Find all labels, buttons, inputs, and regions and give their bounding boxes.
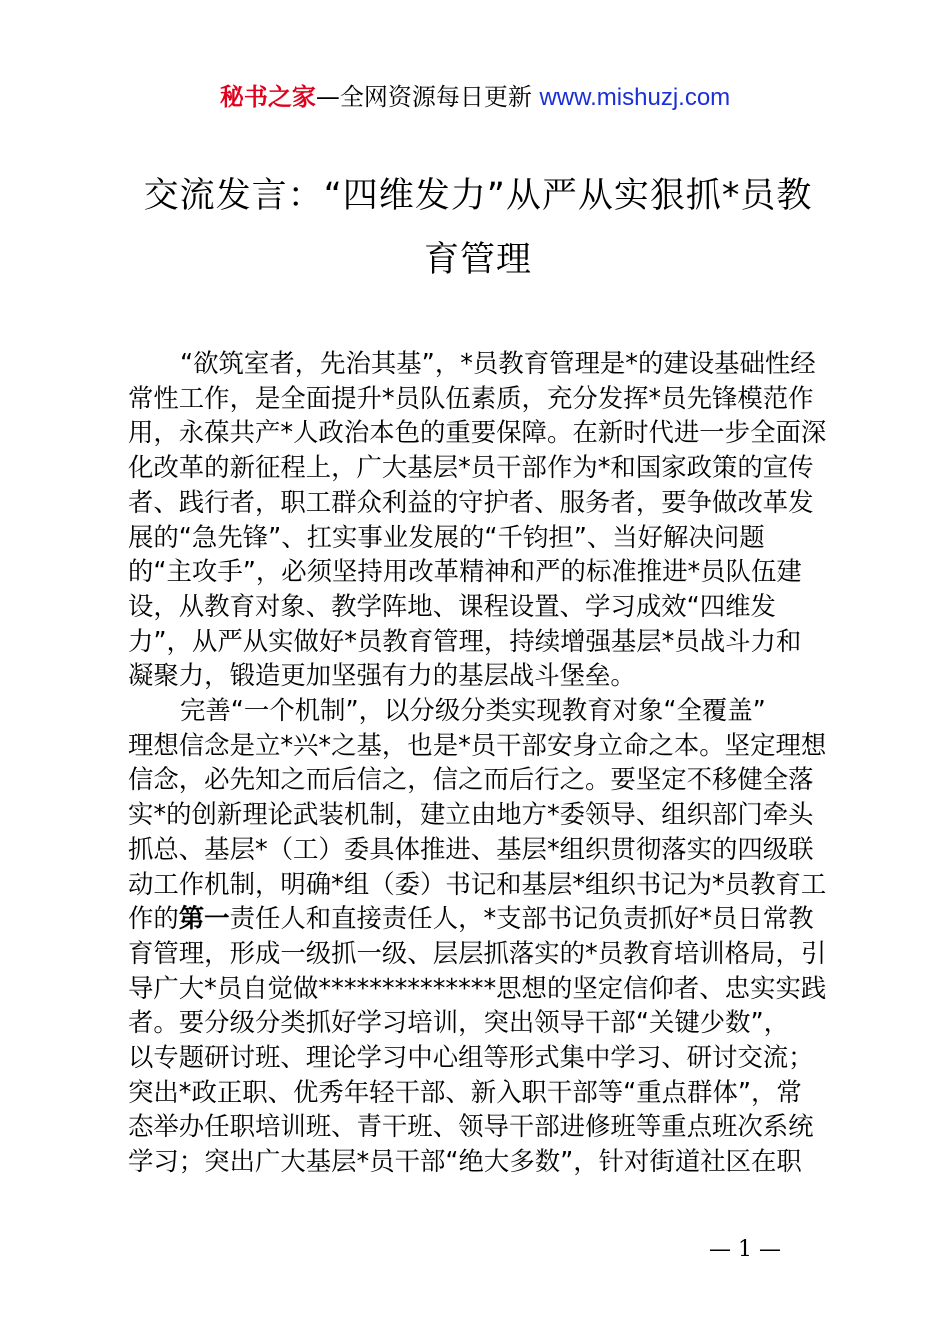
body-line: 常性工作，是全面提升*员队伍素质，充分发挥*员先锋模范作 (128, 382, 814, 413)
section-heading-line: 完善“一个机制”，以分级分类实现教育对象“全覆盖” (180, 695, 766, 726)
body-line: 学习；突出广大基层*员干部“绝大多数”，针对街道社区在职 (128, 1146, 802, 1177)
body-text-run: 责任人和直接责任人，*支部书记负责抓好*员日常教 (229, 903, 814, 934)
body-line: 育管理，形成一级抓一级、层层抓落实的*员教育培训格局，引 (128, 937, 827, 968)
body-line: 用，永葆共产*人政治本色的重要保障。在新时代进一步全面深 (128, 417, 827, 448)
document-body (128, 346, 832, 1179)
body-line: 抓总、基层*（工）委具体推进、基层*组织贯彻落实的四级联 (128, 833, 814, 864)
body-line: 展的“急先锋”、扛实事业发展的“千钧担”、当好解决问题 (128, 521, 765, 552)
body-line: 化改革的新征程上，广大基层*员干部作为*和国家政策的宣传 (128, 452, 814, 483)
body-line: 导广大*员自觉做**************思想的坚定信仰者、忠实实践 (128, 972, 827, 1003)
body-line: 凝聚力，锻造更加坚强有力的基层战斗堡垒。 (128, 660, 636, 691)
title-line-1: 交流发言：“四维发力”从严从实狠抓*员教 (143, 176, 813, 216)
body-line: 理想信念是立*兴*之基，也是*员干部安身立命之本。坚定理想 (128, 729, 827, 760)
body-line: 力”，从严从实做好*员教育管理，持续增强基层*员战斗力和 (128, 625, 802, 656)
body-line: 者、践行者，职工群众利益的守护者、服务者，要争做改革发 (128, 486, 814, 517)
title-line-2: 育管理 (423, 240, 532, 280)
body-line: 信念，必先知之而后信之，信之而后行之。要坚定不移健全落 (128, 764, 814, 795)
bold-text-run: 第一 (178, 903, 230, 934)
body-line: “欲筑室者，先治其基”，*员教育管理是*的建设基础性经 (180, 348, 816, 378)
site-header (0, 82, 950, 113)
body-text-run: 作的 (128, 903, 179, 934)
site-tagline: —全网资源每日更新 (315, 83, 540, 111)
document-title (128, 164, 828, 292)
body-line-with-bold (128, 901, 832, 936)
body-line: 的“主攻手”，必须坚持用改革精神和严的标准推进*员队伍建 (128, 556, 802, 587)
page-number: — 1 — (709, 1237, 781, 1262)
site-brand: 秘书之家 (219, 83, 316, 111)
body-line: 者。要分级分类抓好学习培训，突出领导干部“关键少数”， (128, 1007, 790, 1038)
body-line: 态举办任职培训班、青干班、领导干部进修班等重点班次系统 (128, 1111, 814, 1142)
site-url-link[interactable]: www.mishuzj.com (539, 84, 731, 111)
body-line: 实*的创新理论武装机制，建立由地方*委领导、组织部门牵头 (128, 799, 814, 830)
body-line: 动工作机制，明确*组（委）书记和基层*组织书记为*员教育工 (128, 868, 827, 899)
body-line: 设，从教育对象、教学阵地、课程设置、学习成效“四维发 (128, 590, 776, 621)
body-line: 以专题研讨班、理论学习中心组等形式集中学习、研讨交流； (128, 1042, 814, 1073)
body-line: 突出*政正职、优秀年轻干部、新入职干部等“重点群体”，常 (128, 1076, 802, 1107)
